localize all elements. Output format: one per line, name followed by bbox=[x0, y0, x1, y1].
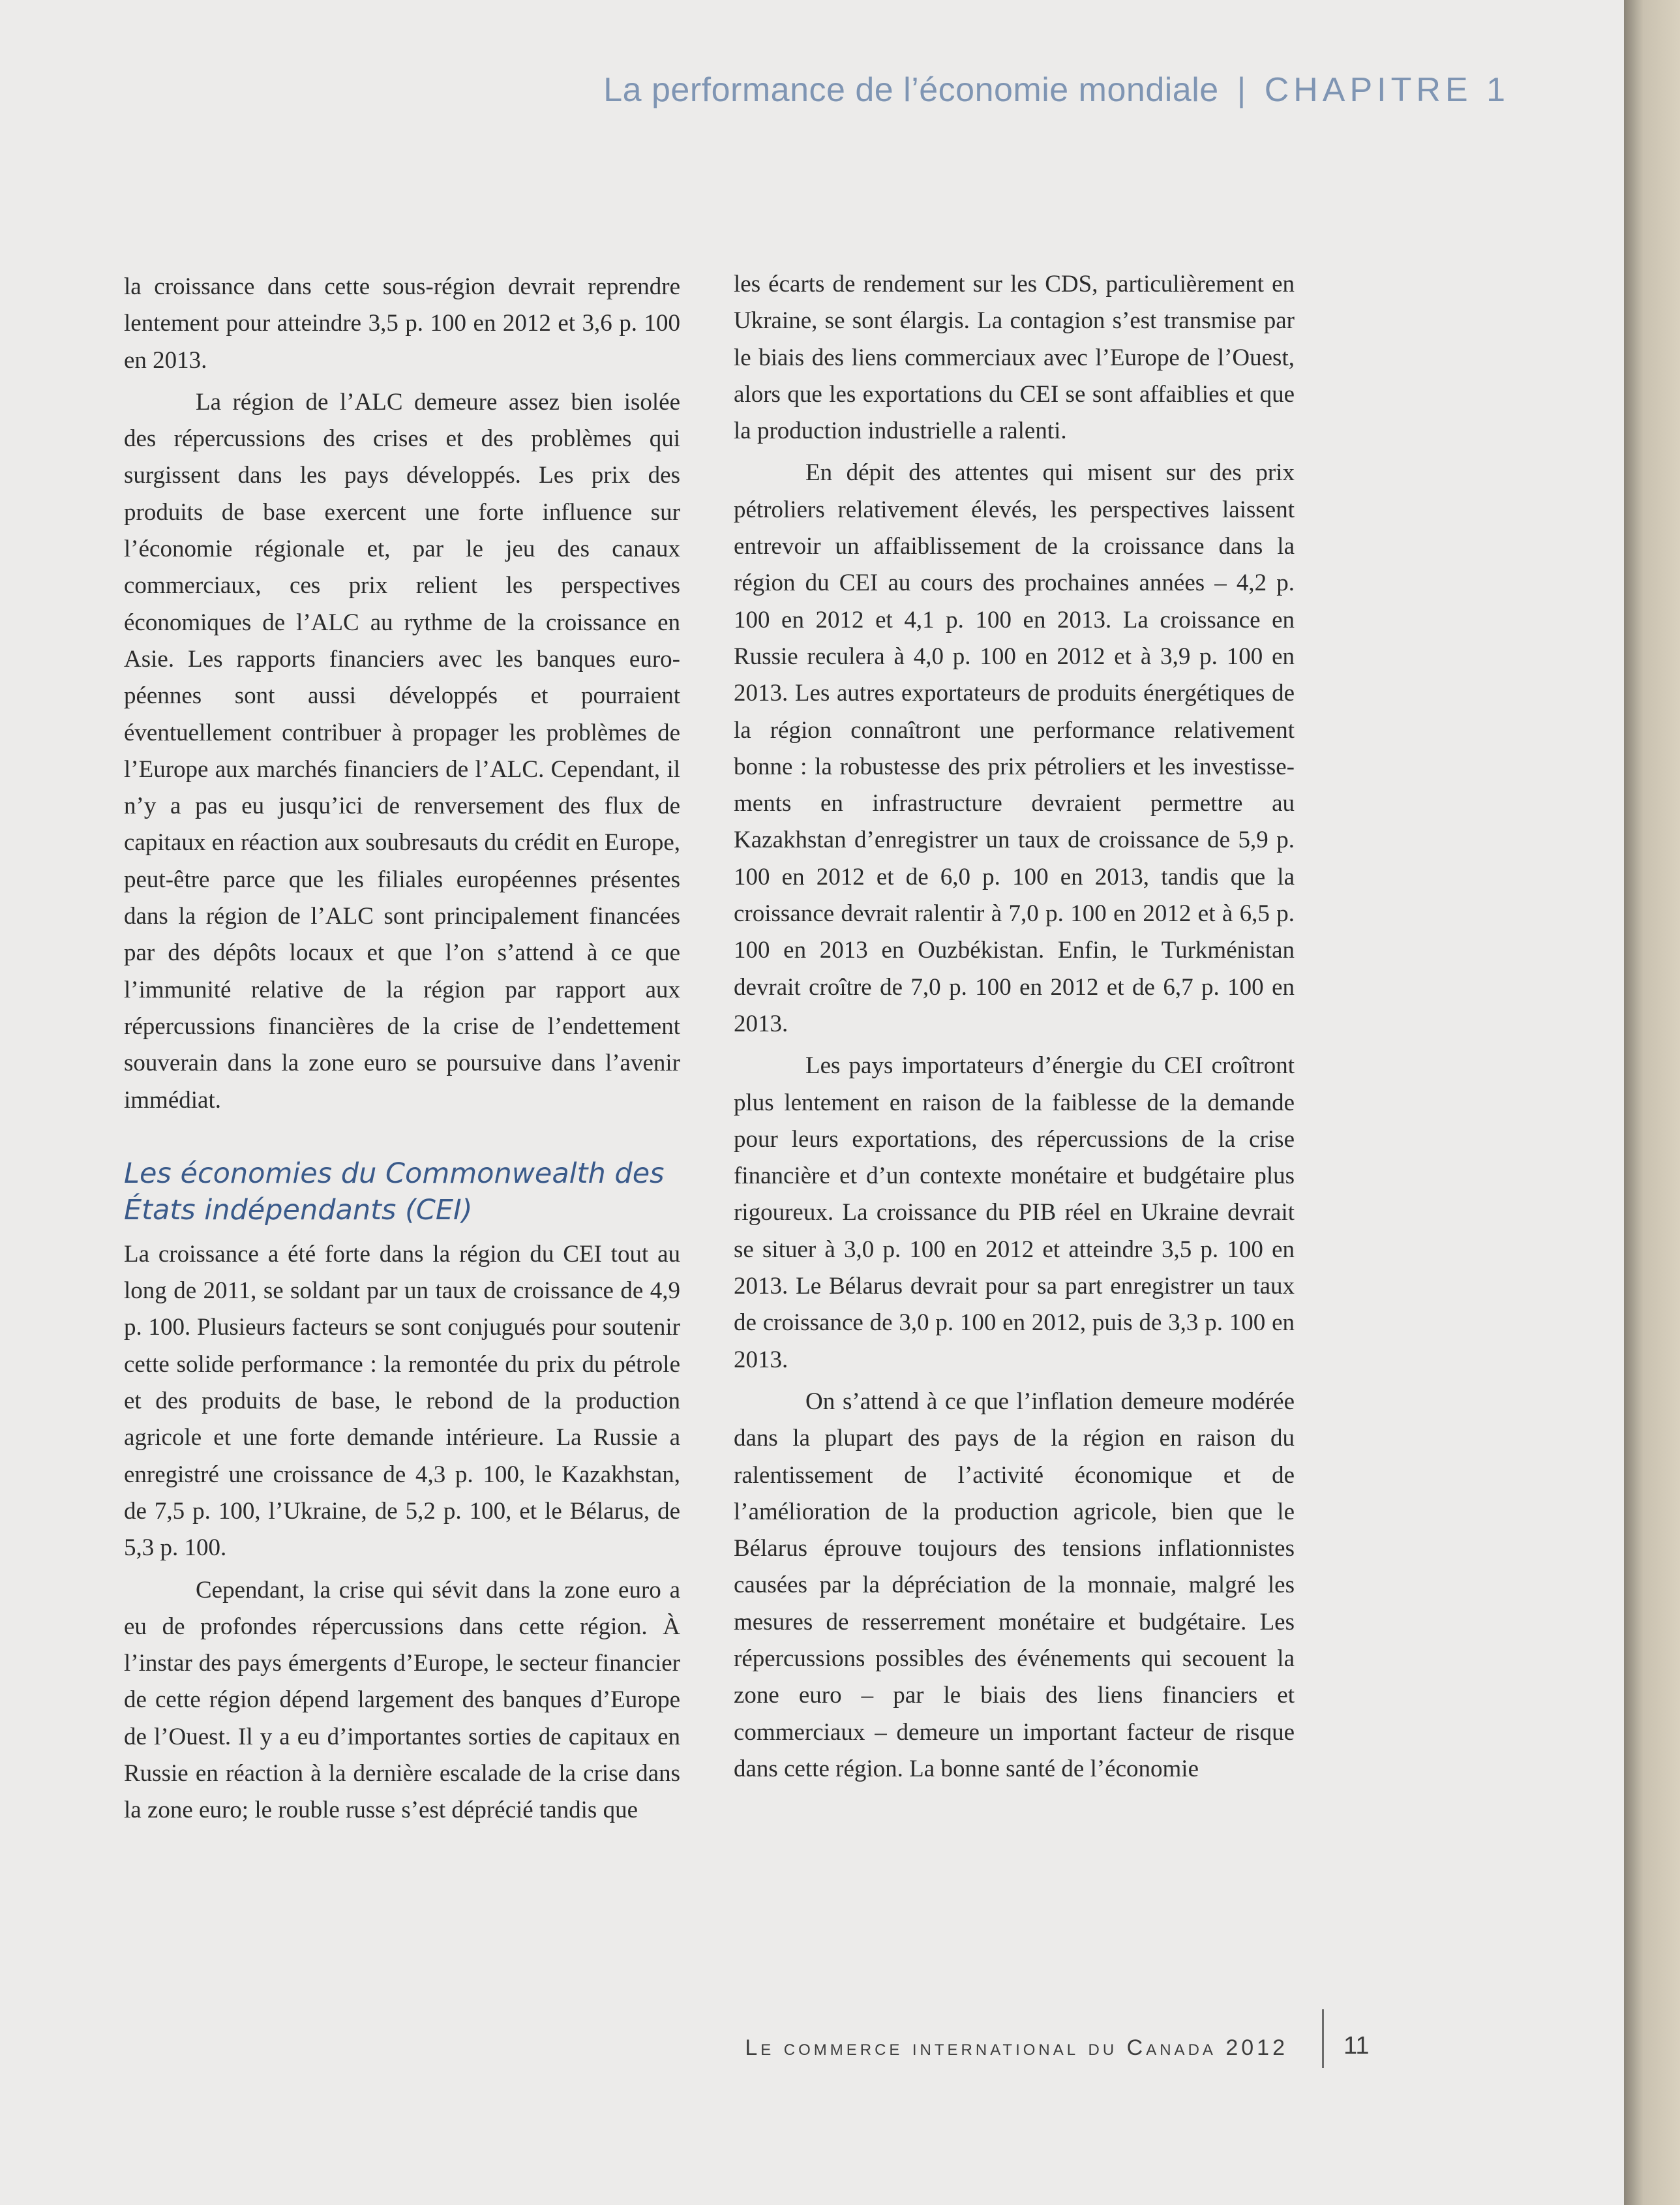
paragraph: On s’attend à ce que l’inflation demeure modérée dans la plupart des pays de la région en raison du ralentissement de l’activité économique et de l’amélioration de la production agricole, bien que le Bélarus éprouve toujours des tensions inflationnistes causées par la dépréciation de la monnaie, malgré les mesures de resserrement monétaire et budgétaire. Les répercussions possibles des événements qui secouent la zone euro – par le biais des liens financiers et commerciaux – demeure un important facteur de risque dans cette région. La bonne santé de l’économie bbox=[734, 1388, 1295, 1782]
footer-divider bbox=[1322, 2009, 1324, 2068]
right-column bbox=[734, 266, 1295, 1787]
paragraph: Cependant, la crise qui sévit dans la zone euro a eu de profondes répercussions dans cette région. À l’instar des pays émergents d’Europe, le secteur financier de cette région dépend largement des banques d’Europe de l’Ouest. Il y a eu d’importantes sorties de capitaux en Russie en réaction à la dernière escalade de la crise dans la zone euro; le rouble russe s’est déprécié tandis que bbox=[124, 1576, 680, 1824]
paragraph: les écarts de rendement sur les CDS, particulièrement en Ukraine, se sont élargis. La contagion s’est transmise par le biais des liens commerciaux avec l’Europe de l’Ouest, alors que les exportations du CEI se sont affaiblies et que la production industrielle a ralenti. bbox=[734, 271, 1295, 445]
paragraph: La croissance a été forte dans la région du CEI tout au long de 2011, se soldant par un taux de croissance de 4,9 p. 100. Plusieurs facteurs se sont conjugués pour soutenir cette solide performance : la remontée du prix du pétrole et des produits de base, le rebond de la production agricole et une forte demande intérieure. La Russie a enregistré une croissance de 4,3 p. 100, le Kazakhstan, de 7,5 p. 100, l’Ukraine, de 5,2 p. 100, et le Bélarus, de 5,3 p. 100. bbox=[124, 1240, 680, 1562]
header-title: La performance de l’économie mondiale bbox=[603, 71, 1219, 109]
running-header bbox=[603, 70, 1510, 110]
header-chapter: CHAPITRE 1 bbox=[1264, 71, 1510, 109]
section-heading: Les économies du Commonwealth des États indépendants (CEI) bbox=[124, 1157, 665, 1226]
header-separator: | bbox=[1237, 71, 1246, 109]
paragraph: la croissance dans cette sous-région devrait reprendre lentement pour atteindre 3,5 p. 100 en 2012 et 3,6 p. 100 en 2013. bbox=[124, 273, 680, 374]
paragraph: La région de l’ALC demeure assez bien isolée des répercussions des crises et des problèmes qui surgissent dans les pays développés. Les prix des produits de base exercent une forte influence sur l’économie régionale et, par le jeu des canaux commerciaux, ces prix relient les perspectives économiques de l’ALC au rythme de la croissance en Asie. Les rapports financiers avec les banques européennes sont aussi développés et pourraient éventuellement contribuer à propager les problèmes de l’Europe aux marchés financiers de l’ALC. Cependant, il n’y a pas eu jusqu’ici de renversement des flux de capitaux en réaction aux soubresauts du crédit en Europe, peut-être parce que les filiales européennes présentes dans la région de l’ALC sont principalement financées par des dépôts locaux et que l’on s’attend à ce que l’immunité relative de la région par rapport aux répercussions financières de la crise de l’endettement souverain dans la zone euro se poursuive dans l’avenir immédiat. bbox=[124, 388, 680, 1114]
page-number: 11 bbox=[1343, 2032, 1370, 2060]
paragraph: En dépit des attentes qui misent sur des prix pétroliers relativement élevés, les perspectives laissent entrevoir un affaiblissement de la croissance dans la région du CEI au cours des prochaines années – 4,2 p. 100 en 2012 et 4,1 p. 100 en 2013. La croissance en Russie reculera à 4,0 p. 100 en 2012 et à 3,9 p. 100 en 2013. Les autres exportateurs de produits énergétiques de la région connaîtront une performance relativement bonne : la robustesse des prix pétroliers et les investissements en infrastructure devraient permettre au Kazakhstan d’enregistrer un taux de croissance de 5,9 p. 100 en 2012 et de 6,0 p. 100 en 2013, tandis que la croissance devrait ralentir à 7,0 p. 100 en 2012 et à 6,5 p. 100 en 2013 en Ouzbékistan. Enfin, le Turkménistan devrait croître de 7,0 p. 100 en 2012 et de 6,7 p. 100 en 2013. bbox=[734, 459, 1295, 1037]
paragraph: Les pays importateurs d’énergie du CEI croîtront plus lentement en raison de la faiblesse de la demande pour leurs exportations, des répercussions de la crise financière et d’un contexte monétaire et budgétaire plus rigoureux. La croissance du PIB réel en Ukraine devrait se situer à 3,0 p. 100 en 2012 et atteindre 3,5 p. 100 en 2013. Le Bélarus devrait pour sa part enregistrer un taux de croissance de 3,0 p. 100 en 2012, puis de 3,3 p. 100 en 2013. bbox=[734, 1052, 1295, 1373]
running-footer: Le commerce international du Canada 2012 bbox=[745, 2035, 1288, 2060]
book-spine-edge bbox=[1624, 0, 1680, 2205]
left-column bbox=[124, 269, 680, 1829]
